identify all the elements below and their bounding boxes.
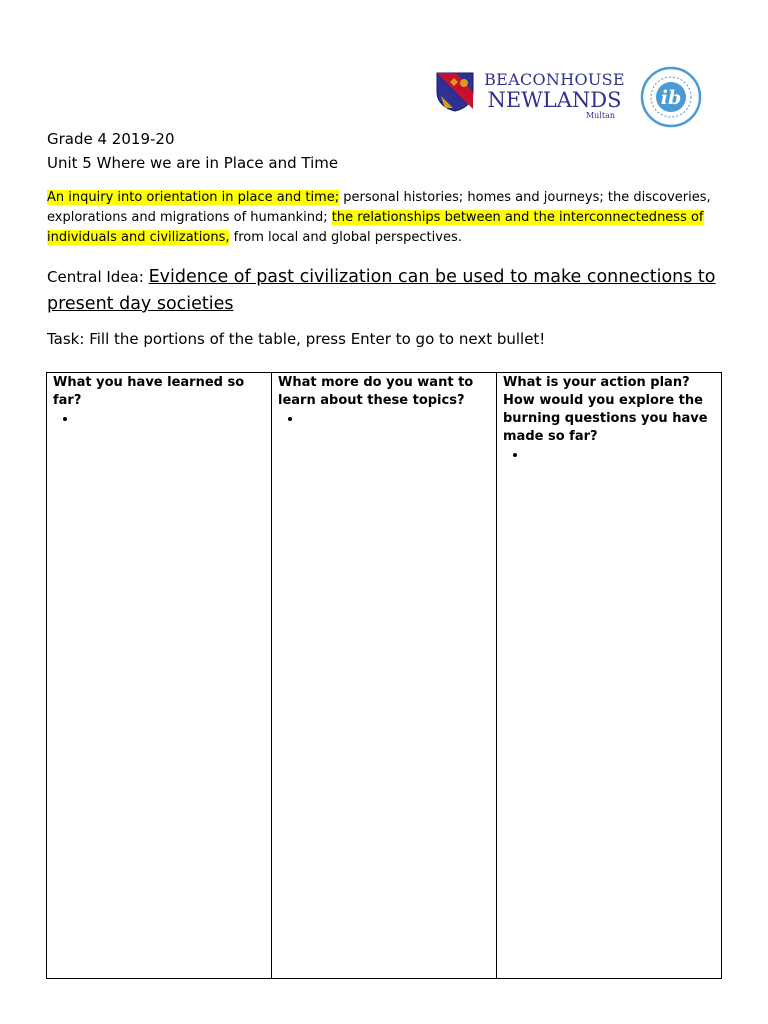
grade-heading: Grade 4 2019-20 [47, 130, 175, 148]
bullet-list-want-to-learn [278, 410, 490, 428]
central-idea-label: Central Idea: [47, 268, 149, 286]
inquiry-paragraph [47, 188, 727, 248]
central-idea [47, 264, 737, 318]
bullet-item[interactable] [527, 446, 715, 464]
column-header-want-to-learn: What more do you want to learn about these topics? [278, 375, 474, 408]
table-row [47, 373, 722, 979]
school-logo [434, 66, 714, 130]
column-learned[interactable] [47, 373, 272, 979]
inquiry-text-2: from local and global perspectives. [229, 230, 462, 245]
inquiry-text-1: personal histories; homes and journeys; the discoveries, explorations and migrations of humankind; [47, 190, 711, 225]
school-city: Multan [585, 111, 615, 120]
inquiry-highlight-2: the relationships between and the interconnectedness of individuals and civilizations, [47, 210, 704, 245]
bullet-list-learned [53, 410, 265, 428]
column-header-learned: What you have learned so far? [53, 375, 245, 408]
central-idea-text: Evidence of past civilization can be used to make connections to present day societies [47, 267, 716, 314]
kwl-table [46, 372, 722, 979]
column-action-plan[interactable] [497, 373, 722, 979]
school-name [482, 72, 627, 120]
task-instruction: Task: Fill the portions of the table, press Enter to go to next bullet! [47, 330, 546, 348]
bullet-item[interactable] [302, 410, 490, 428]
unit-heading: Unit 5 Where we are in Place and Time [47, 154, 339, 172]
column-want-to-learn[interactable] [272, 373, 497, 979]
school-name-top: BEACONHOUSE [484, 70, 625, 89]
crest-icon [434, 70, 476, 112]
bullet-item[interactable] [77, 410, 265, 428]
bullet-list-action-plan [503, 446, 715, 464]
inquiry-highlight-1: An inquiry into orientation in place and time; [47, 190, 340, 205]
school-name-main: NEWLANDS [487, 88, 622, 112]
ib-logo-icon [638, 66, 704, 128]
ib-letters: ib [660, 87, 682, 109]
column-header-action-plan: What is your action plan? How would you explore the burning questions you have made so far? [503, 375, 708, 444]
